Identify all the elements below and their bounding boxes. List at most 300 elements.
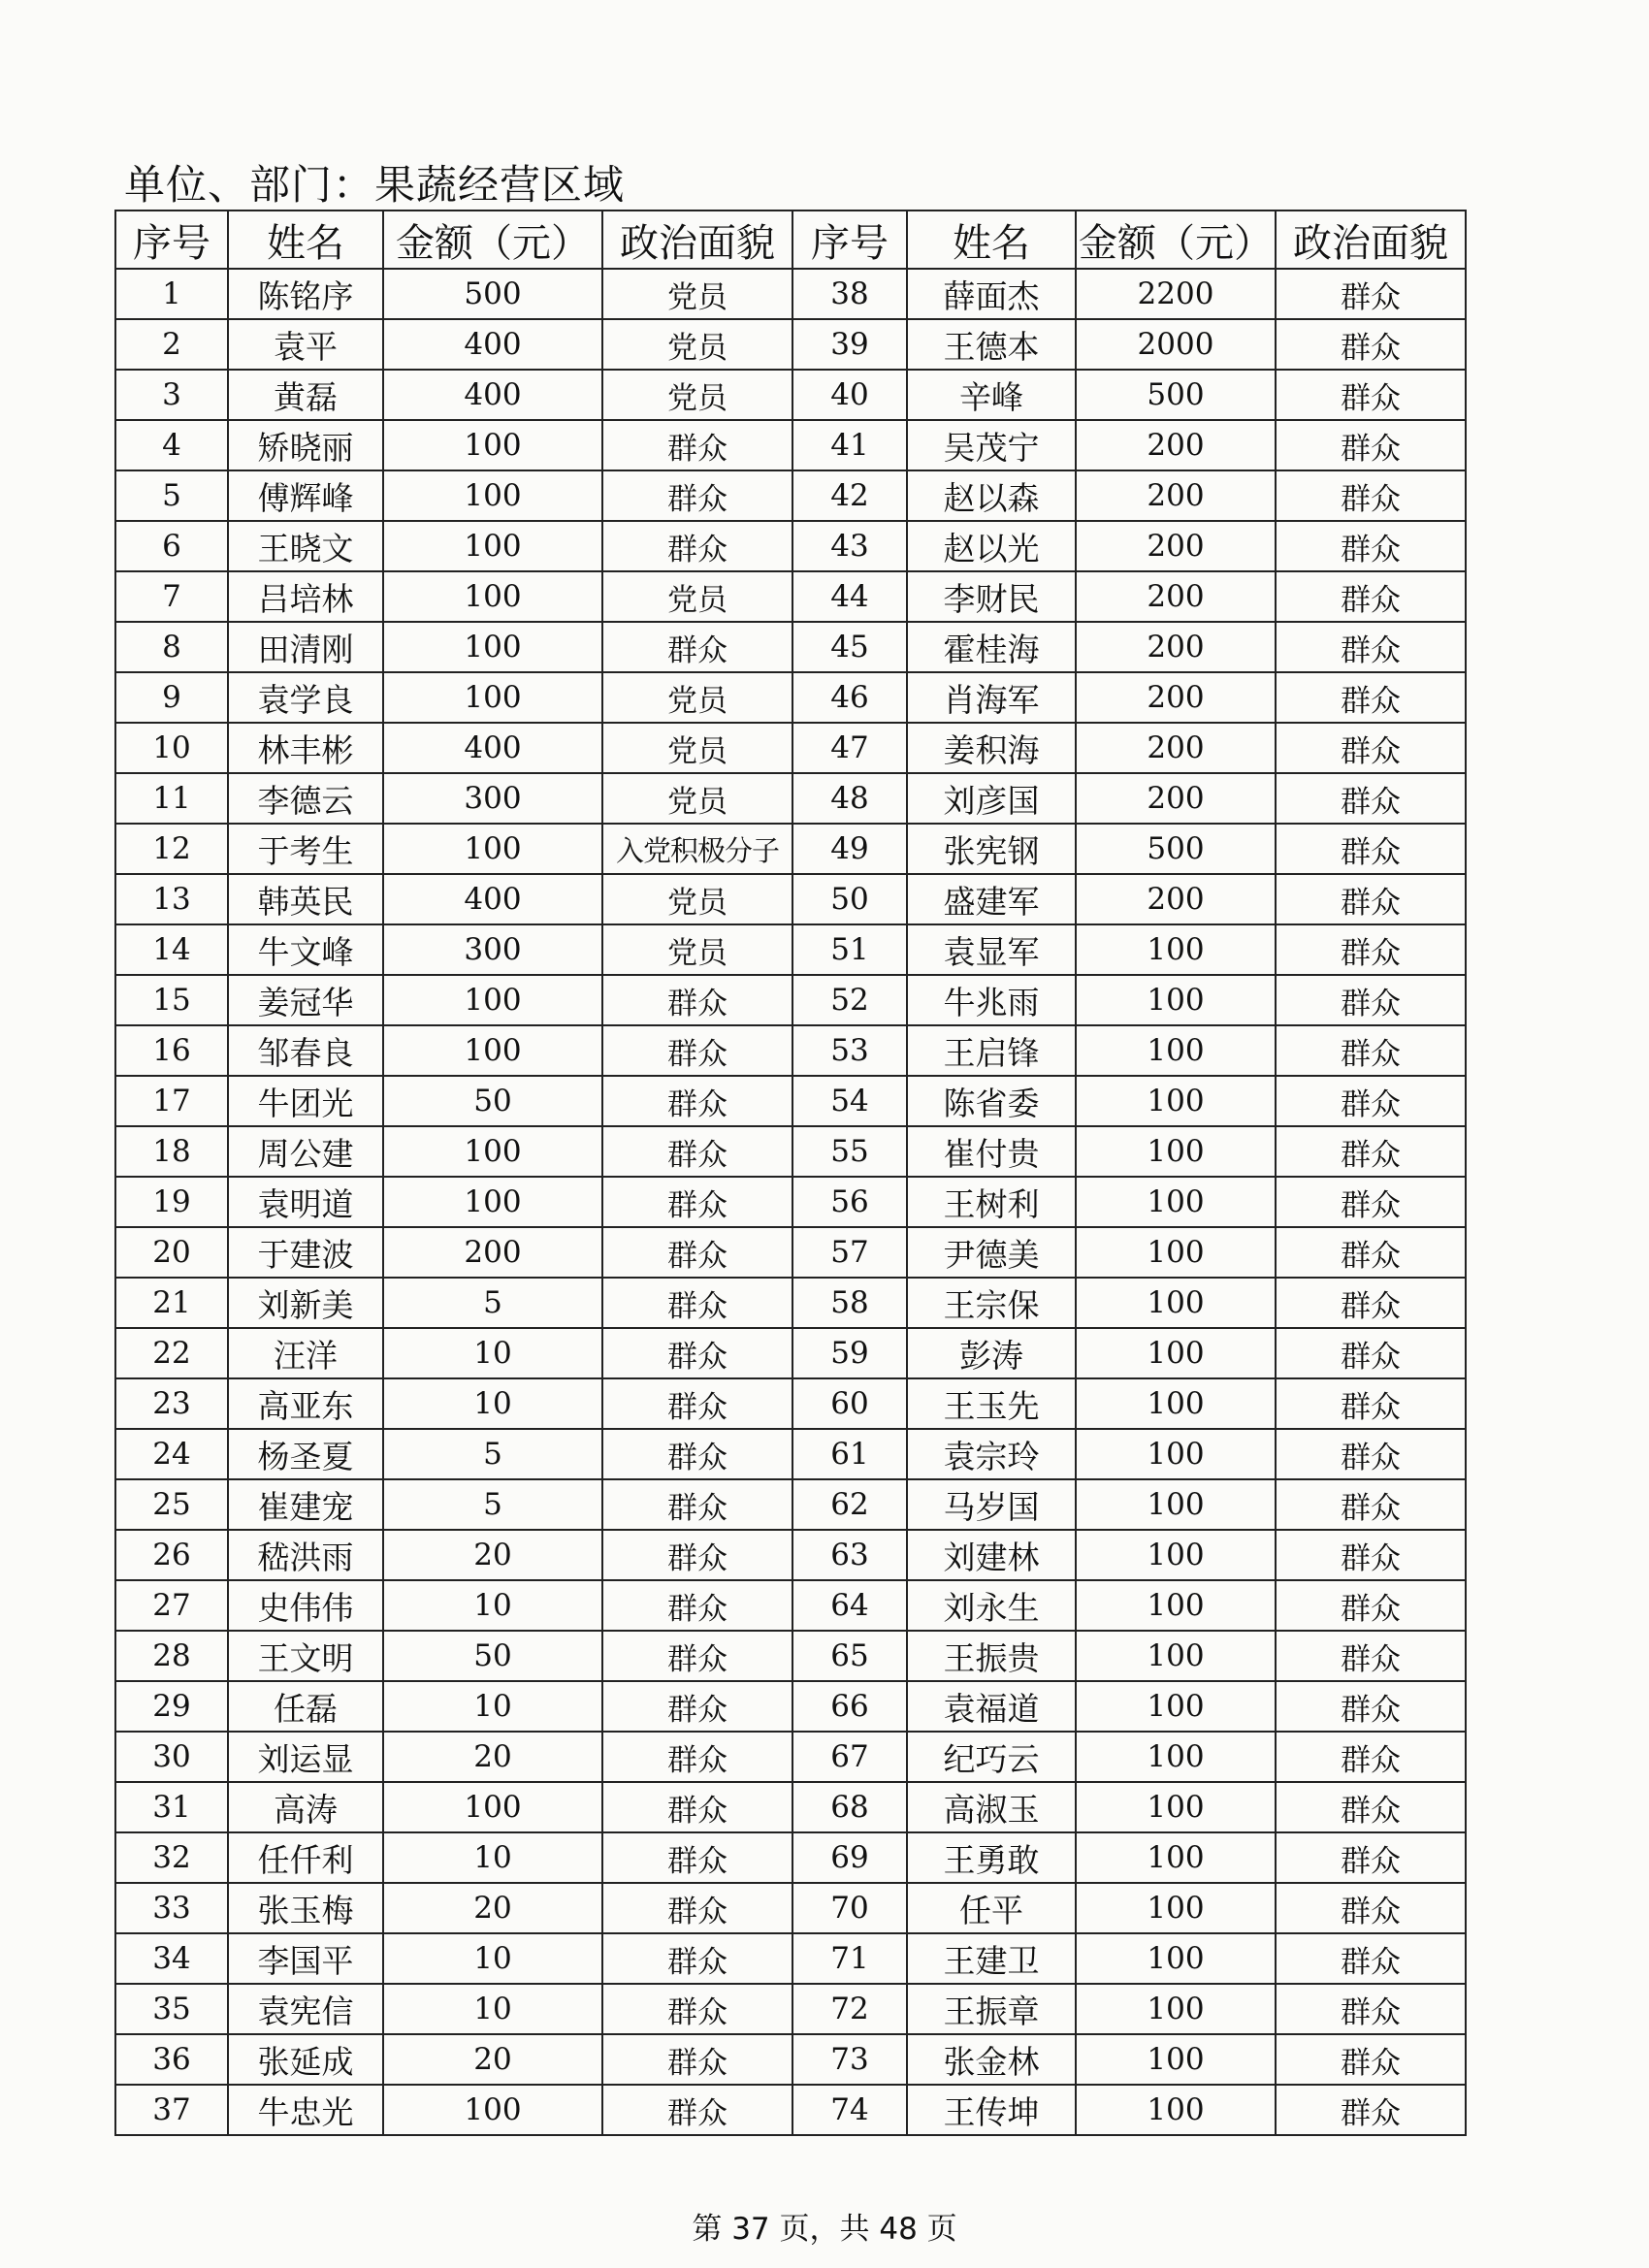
left-seq-cell: 30 [115, 1732, 228, 1782]
left-seq-cell: 9 [115, 672, 228, 723]
right-seq-cell: 50 [792, 874, 907, 924]
right-amount-cell: 500 [1076, 370, 1276, 420]
right-name-cell: 吴茂宁 [907, 420, 1076, 470]
left-name-cell: 刘运显 [228, 1732, 383, 1782]
left-status-cell: 群众 [602, 975, 792, 1025]
left-status-cell: 群众 [602, 1126, 792, 1177]
right-status-cell: 群众 [1276, 1429, 1466, 1479]
right-seq-cell: 56 [792, 1177, 907, 1227]
left-name-cell: 高涛 [228, 1782, 383, 1832]
donation-roster-table [114, 210, 1467, 2136]
right-name-cell: 张宪钢 [907, 824, 1076, 874]
right-name-cell: 盛建军 [907, 874, 1076, 924]
left-seq-cell: 7 [115, 571, 228, 622]
left-status-cell: 党员 [602, 672, 792, 723]
left-seq-cell: 17 [115, 1076, 228, 1126]
table-row [115, 1025, 1466, 1076]
right-seq-cell: 49 [792, 824, 907, 874]
left-status-cell: 群众 [602, 1025, 792, 1076]
left-status-cell: 群众 [602, 1530, 792, 1580]
left-status-cell: 党员 [602, 874, 792, 924]
table-row [115, 2034, 1466, 2085]
right-name-cell: 李财民 [907, 571, 1076, 622]
right-status-cell: 群众 [1276, 773, 1466, 824]
right-amount-cell: 100 [1076, 1479, 1276, 1530]
left-amount-cell: 10 [383, 1681, 602, 1732]
right-amount-cell: 200 [1076, 420, 1276, 470]
left-name-cell: 汪洋 [228, 1328, 383, 1378]
right-amount-cell: 100 [1076, 1681, 1276, 1732]
left-status-cell: 群众 [602, 470, 792, 521]
left-name-cell: 黄磊 [228, 370, 383, 420]
right-seq-cell: 55 [792, 1126, 907, 1177]
right-amount-cell: 200 [1076, 723, 1276, 773]
right-seq-cell: 40 [792, 370, 907, 420]
left-name-cell: 牛文峰 [228, 924, 383, 975]
left-status-cell: 群众 [602, 521, 792, 571]
left-seq-cell: 29 [115, 1681, 228, 1732]
right-amount-cell: 100 [1076, 1933, 1276, 1984]
left-name-cell: 李德云 [228, 773, 383, 824]
left-amount-cell: 100 [383, 1126, 602, 1177]
right-name-cell: 刘永生 [907, 1580, 1076, 1631]
left-name-cell: 崔建宠 [228, 1479, 383, 1530]
left-seq-cell: 28 [115, 1631, 228, 1681]
left-name-cell: 袁平 [228, 319, 383, 370]
right-seq-cell: 42 [792, 470, 907, 521]
right-seq-cell: 38 [792, 269, 907, 319]
left-status-cell: 群众 [602, 1378, 792, 1429]
left-status-cell: 群众 [602, 1479, 792, 1530]
table-row [115, 975, 1466, 1025]
left-amount-cell: 100 [383, 470, 602, 521]
left-name-cell: 袁学良 [228, 672, 383, 723]
right-seq-cell: 64 [792, 1580, 907, 1631]
right-name-cell: 王建卫 [907, 1933, 1076, 1984]
left-name-cell: 张延成 [228, 2034, 383, 2085]
left-name-cell: 任磊 [228, 1681, 383, 1732]
left-amount-cell: 400 [383, 319, 602, 370]
right-status-cell: 群众 [1276, 470, 1466, 521]
table-row [115, 1832, 1466, 1883]
right-status-cell: 群众 [1276, 1126, 1466, 1177]
table-row [115, 824, 1466, 874]
left-seq-cell: 32 [115, 1832, 228, 1883]
right-seq-cell: 58 [792, 1278, 907, 1328]
left-name-cell: 林丰彬 [228, 723, 383, 773]
right-amount-cell: 100 [1076, 1984, 1276, 2034]
left-amount-cell: 100 [383, 1782, 602, 1832]
table-row [115, 269, 1466, 319]
right-amount-cell: 100 [1076, 1025, 1276, 1076]
table-row [115, 1883, 1466, 1933]
table-row [115, 622, 1466, 672]
right-name-cell: 王勇敢 [907, 1832, 1076, 1883]
left-seq-cell: 34 [115, 1933, 228, 1984]
left-amount-cell: 10 [383, 1984, 602, 2034]
left-name-cell: 牛忠光 [228, 2085, 383, 2135]
right-status-cell: 群众 [1276, 1580, 1466, 1631]
right-name-cell: 刘建林 [907, 1530, 1076, 1580]
right-name-cell: 赵以森 [907, 470, 1076, 521]
header-seq-left: 序号 [115, 211, 228, 269]
right-seq-cell: 68 [792, 1782, 907, 1832]
left-status-cell: 群众 [602, 1227, 792, 1278]
right-seq-cell: 59 [792, 1328, 907, 1378]
left-status-cell: 党员 [602, 319, 792, 370]
right-status-cell: 群众 [1276, 2034, 1466, 2085]
right-status-cell: 群众 [1276, 874, 1466, 924]
left-amount-cell: 20 [383, 1530, 602, 1580]
left-seq-cell: 14 [115, 924, 228, 975]
right-amount-cell: 200 [1076, 521, 1276, 571]
right-status-cell: 群众 [1276, 370, 1466, 420]
right-status-cell: 群众 [1276, 924, 1466, 975]
left-status-cell: 群众 [602, 1278, 792, 1328]
left-amount-cell: 100 [383, 975, 602, 1025]
table-row [115, 723, 1466, 773]
left-amount-cell: 100 [383, 1177, 602, 1227]
right-amount-cell: 100 [1076, 2034, 1276, 2085]
table-row [115, 571, 1466, 622]
right-amount-cell: 100 [1076, 1429, 1276, 1479]
right-amount-cell: 100 [1076, 1631, 1276, 1681]
left-name-cell: 牛团光 [228, 1076, 383, 1126]
right-status-cell: 群众 [1276, 1681, 1466, 1732]
right-status-cell: 群众 [1276, 622, 1466, 672]
right-status-cell: 群众 [1276, 1328, 1466, 1378]
right-name-cell: 霍桂海 [907, 622, 1076, 672]
left-name-cell: 高亚东 [228, 1378, 383, 1429]
header-status-right: 政治面貌 [1276, 211, 1466, 269]
left-name-cell: 史伟伟 [228, 1580, 383, 1631]
left-seq-cell: 15 [115, 975, 228, 1025]
right-seq-cell: 61 [792, 1429, 907, 1479]
table-row [115, 874, 1466, 924]
left-status-cell: 群众 [602, 1832, 792, 1883]
left-status-cell: 党员 [602, 924, 792, 975]
left-amount-cell: 400 [383, 370, 602, 420]
right-name-cell: 赵以光 [907, 521, 1076, 571]
left-name-cell: 杨圣夏 [228, 1429, 383, 1479]
right-name-cell: 王传坤 [907, 2085, 1076, 2135]
left-amount-cell: 400 [383, 723, 602, 773]
right-seq-cell: 72 [792, 1984, 907, 2034]
left-amount-cell: 300 [383, 924, 602, 975]
left-status-cell: 群众 [602, 1631, 792, 1681]
right-name-cell: 王启锋 [907, 1025, 1076, 1076]
table-row [115, 1681, 1466, 1732]
left-name-cell: 李国平 [228, 1933, 383, 1984]
right-status-cell: 群众 [1276, 1832, 1466, 1883]
left-status-cell: 党员 [602, 571, 792, 622]
right-status-cell: 群众 [1276, 1076, 1466, 1126]
right-name-cell: 尹德美 [907, 1227, 1076, 1278]
right-amount-cell: 100 [1076, 1278, 1276, 1328]
right-name-cell: 王玉先 [907, 1378, 1076, 1429]
left-amount-cell: 100 [383, 672, 602, 723]
right-name-cell: 彭涛 [907, 1328, 1076, 1378]
left-amount-cell: 5 [383, 1429, 602, 1479]
right-status-cell: 群众 [1276, 1278, 1466, 1328]
left-seq-cell: 23 [115, 1378, 228, 1429]
right-name-cell: 辛峰 [907, 370, 1076, 420]
left-amount-cell: 10 [383, 1832, 602, 1883]
header-name-right: 姓名 [907, 211, 1076, 269]
left-amount-cell: 300 [383, 773, 602, 824]
left-status-cell: 党员 [602, 370, 792, 420]
right-name-cell: 肖海军 [907, 672, 1076, 723]
right-seq-cell: 41 [792, 420, 907, 470]
table-row [115, 672, 1466, 723]
left-seq-cell: 36 [115, 2034, 228, 2085]
left-name-cell: 于建波 [228, 1227, 383, 1278]
table-header-row [115, 211, 1466, 269]
right-name-cell: 崔付贵 [907, 1126, 1076, 1177]
left-status-cell: 群众 [602, 1681, 792, 1732]
left-seq-cell: 24 [115, 1429, 228, 1479]
left-amount-cell: 100 [383, 1025, 602, 1076]
left-status-cell: 群众 [602, 1429, 792, 1479]
left-status-cell: 党员 [602, 269, 792, 319]
left-amount-cell: 20 [383, 2034, 602, 2085]
right-status-cell: 群众 [1276, 723, 1466, 773]
header-status-left: 政治面貌 [602, 211, 792, 269]
right-seq-cell: 60 [792, 1378, 907, 1429]
right-status-cell: 群众 [1276, 1025, 1466, 1076]
table-row [115, 1631, 1466, 1681]
right-amount-cell: 100 [1076, 1177, 1276, 1227]
left-seq-cell: 3 [115, 370, 228, 420]
left-amount-cell: 100 [383, 622, 602, 672]
left-status-cell: 群众 [602, 2034, 792, 2085]
table-row [115, 1076, 1466, 1126]
header-amount-left: 金额（元） [383, 211, 602, 269]
right-name-cell: 任平 [907, 1883, 1076, 1933]
left-seq-cell: 37 [115, 2085, 228, 2135]
left-seq-cell: 10 [115, 723, 228, 773]
table-row [115, 470, 1466, 521]
right-name-cell: 袁福道 [907, 1681, 1076, 1732]
right-name-cell: 薛面杰 [907, 269, 1076, 319]
left-name-cell: 邹春良 [228, 1025, 383, 1076]
right-amount-cell: 100 [1076, 1832, 1276, 1883]
right-name-cell: 袁宗玲 [907, 1429, 1076, 1479]
right-amount-cell: 500 [1076, 824, 1276, 874]
right-amount-cell: 200 [1076, 773, 1276, 824]
left-status-cell: 群众 [602, 1883, 792, 1933]
left-name-cell: 陈铭序 [228, 269, 383, 319]
left-amount-cell: 5 [383, 1278, 602, 1328]
right-seq-cell: 70 [792, 1883, 907, 1933]
right-name-cell: 王德本 [907, 319, 1076, 370]
right-amount-cell: 100 [1076, 2085, 1276, 2135]
left-name-cell: 王文明 [228, 1631, 383, 1681]
left-amount-cell: 50 [383, 1631, 602, 1681]
right-seq-cell: 44 [792, 571, 907, 622]
left-seq-cell: 8 [115, 622, 228, 672]
right-status-cell: 群众 [1276, 824, 1466, 874]
right-seq-cell: 47 [792, 723, 907, 773]
right-amount-cell: 100 [1076, 1328, 1276, 1378]
header-seq-right: 序号 [792, 211, 907, 269]
left-seq-cell: 5 [115, 470, 228, 521]
table-row [115, 1177, 1466, 1227]
right-status-cell: 群众 [1276, 319, 1466, 370]
left-seq-cell: 22 [115, 1328, 228, 1378]
left-amount-cell: 10 [383, 1378, 602, 1429]
left-amount-cell: 20 [383, 1883, 602, 1933]
right-status-cell: 群众 [1276, 672, 1466, 723]
left-amount-cell: 10 [383, 1580, 602, 1631]
left-seq-cell: 13 [115, 874, 228, 924]
right-name-cell: 纪巧云 [907, 1732, 1076, 1782]
table-row [115, 2085, 1466, 2135]
right-seq-cell: 71 [792, 1933, 907, 1984]
left-seq-cell: 35 [115, 1984, 228, 2034]
right-status-cell: 群众 [1276, 269, 1466, 319]
left-name-cell: 姜冠华 [228, 975, 383, 1025]
right-name-cell: 牛兆雨 [907, 975, 1076, 1025]
right-seq-cell: 45 [792, 622, 907, 672]
right-seq-cell: 63 [792, 1530, 907, 1580]
left-seq-cell: 31 [115, 1782, 228, 1832]
table-row [115, 1580, 1466, 1631]
right-amount-cell: 100 [1076, 1378, 1276, 1429]
table-row [115, 1984, 1466, 2034]
table-body [115, 269, 1466, 2135]
right-seq-cell: 39 [792, 319, 907, 370]
left-name-cell: 田清刚 [228, 622, 383, 672]
right-amount-cell: 100 [1076, 975, 1276, 1025]
right-seq-cell: 62 [792, 1479, 907, 1530]
right-name-cell: 马岁国 [907, 1479, 1076, 1530]
right-seq-cell: 48 [792, 773, 907, 824]
left-amount-cell: 100 [383, 571, 602, 622]
left-status-cell: 入党积极分子 [602, 824, 792, 874]
left-name-cell: 嵇洪雨 [228, 1530, 383, 1580]
right-amount-cell: 200 [1076, 672, 1276, 723]
left-amount-cell: 100 [383, 521, 602, 571]
table-row [115, 319, 1466, 370]
right-status-cell: 群众 [1276, 1631, 1466, 1681]
table-row [115, 1378, 1466, 1429]
left-amount-cell: 50 [383, 1076, 602, 1126]
left-status-cell: 群众 [602, 622, 792, 672]
right-seq-cell: 69 [792, 1832, 907, 1883]
left-name-cell: 王晓文 [228, 521, 383, 571]
table-row [115, 1278, 1466, 1328]
right-name-cell: 陈省委 [907, 1076, 1076, 1126]
left-status-cell: 群众 [602, 1580, 792, 1631]
table-row [115, 1126, 1466, 1177]
left-seq-cell: 26 [115, 1530, 228, 1580]
left-amount-cell: 100 [383, 824, 602, 874]
left-status-cell: 党员 [602, 773, 792, 824]
left-amount-cell: 10 [383, 1328, 602, 1378]
right-seq-cell: 51 [792, 924, 907, 975]
left-amount-cell: 100 [383, 420, 602, 470]
table-row [115, 370, 1466, 420]
left-seq-cell: 19 [115, 1177, 228, 1227]
right-amount-cell: 100 [1076, 1580, 1276, 1631]
right-amount-cell: 100 [1076, 1076, 1276, 1126]
right-amount-cell: 100 [1076, 1126, 1276, 1177]
right-status-cell: 群众 [1276, 2085, 1466, 2135]
right-amount-cell: 100 [1076, 924, 1276, 975]
right-seq-cell: 73 [792, 2034, 907, 2085]
right-seq-cell: 67 [792, 1732, 907, 1782]
right-name-cell: 王振贵 [907, 1631, 1076, 1681]
left-status-cell: 群众 [602, 1933, 792, 1984]
left-name-cell: 任仟利 [228, 1832, 383, 1883]
right-seq-cell: 66 [792, 1681, 907, 1732]
left-amount-cell: 10 [383, 1933, 602, 1984]
table-row [115, 1479, 1466, 1530]
left-amount-cell: 400 [383, 874, 602, 924]
right-amount-cell: 200 [1076, 622, 1276, 672]
table-row [115, 1227, 1466, 1278]
right-amount-cell: 100 [1076, 1782, 1276, 1832]
left-status-cell: 群众 [602, 1177, 792, 1227]
table-row [115, 1328, 1466, 1378]
table-row [115, 1933, 1466, 1984]
left-name-cell: 袁明道 [228, 1177, 383, 1227]
left-amount-cell: 5 [383, 1479, 602, 1530]
right-name-cell: 高淑玉 [907, 1782, 1076, 1832]
right-status-cell: 群众 [1276, 571, 1466, 622]
left-seq-cell: 25 [115, 1479, 228, 1530]
right-name-cell: 张金林 [907, 2034, 1076, 2085]
right-amount-cell: 100 [1076, 1732, 1276, 1782]
table-row [115, 924, 1466, 975]
right-amount-cell: 2000 [1076, 319, 1276, 370]
left-name-cell: 刘新美 [228, 1278, 383, 1328]
left-seq-cell: 12 [115, 824, 228, 874]
left-seq-cell: 20 [115, 1227, 228, 1278]
right-status-cell: 群众 [1276, 1984, 1466, 2034]
right-status-cell: 群众 [1276, 1883, 1466, 1933]
left-name-cell: 袁宪信 [228, 1984, 383, 2034]
right-seq-cell: 53 [792, 1025, 907, 1076]
left-status-cell: 群众 [602, 1076, 792, 1126]
table-row [115, 1782, 1466, 1832]
left-status-cell: 群众 [602, 1984, 792, 2034]
right-seq-cell: 43 [792, 521, 907, 571]
right-status-cell: 群众 [1276, 1227, 1466, 1278]
right-amount-cell: 2200 [1076, 269, 1276, 319]
left-seq-cell: 27 [115, 1580, 228, 1631]
left-seq-cell: 16 [115, 1025, 228, 1076]
right-name-cell: 王树利 [907, 1177, 1076, 1227]
unit-department-label: 单位、部门：果蔬经营区域 [124, 161, 626, 209]
left-seq-cell: 1 [115, 269, 228, 319]
right-status-cell: 群众 [1276, 420, 1466, 470]
left-status-cell: 群众 [602, 1328, 792, 1378]
right-seq-cell: 65 [792, 1631, 907, 1681]
right-seq-cell: 57 [792, 1227, 907, 1278]
right-status-cell: 群众 [1276, 521, 1466, 571]
right-name-cell: 王宗保 [907, 1278, 1076, 1328]
left-seq-cell: 18 [115, 1126, 228, 1177]
right-seq-cell: 54 [792, 1076, 907, 1126]
left-seq-cell: 11 [115, 773, 228, 824]
right-seq-cell: 74 [792, 2085, 907, 2135]
right-seq-cell: 52 [792, 975, 907, 1025]
right-name-cell: 刘彦国 [907, 773, 1076, 824]
left-name-cell: 张玉梅 [228, 1883, 383, 1933]
left-name-cell: 傅辉峰 [228, 470, 383, 521]
